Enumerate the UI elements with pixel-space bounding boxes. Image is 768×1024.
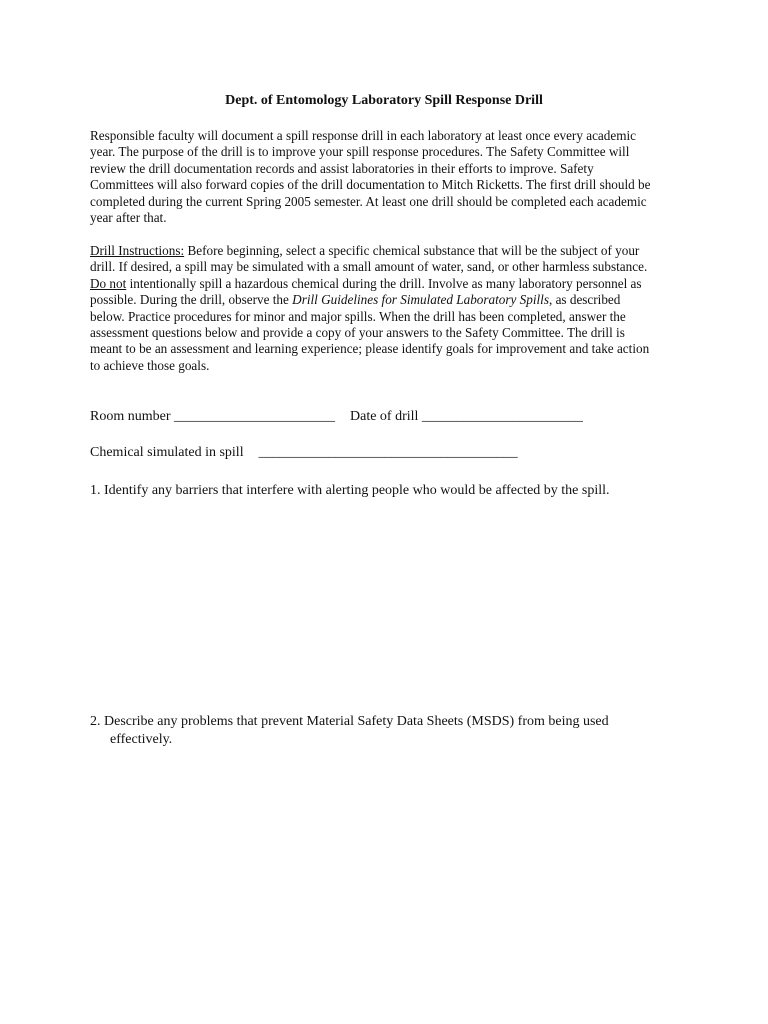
instructions-text: intentionally spill a hazardous chemical during the drill. Involve as many laboratory personnel as xyxy=(126,275,642,291)
drill-instructions-paragraph xyxy=(90,243,690,374)
room-number-blank[interactable]: _______________________ xyxy=(174,409,335,424)
intro-line: Responsible faculty will document a spill response drill in each laboratory at least once every academic xyxy=(90,128,636,143)
guidelines-title-italic: Drill Guidelines for Simulated Laboratory Spills xyxy=(292,292,549,308)
chemical-blank[interactable]: _____________________________________ xyxy=(258,445,518,460)
intro-line: Committees will also forward copies of the drill documentation to Mitch Ricketts. The first drill should be xyxy=(90,177,651,193)
question-2 xyxy=(90,713,609,750)
instructions-line: below. Practice procedures for minor and major spills. When the drill has been completed, answer the xyxy=(90,308,626,324)
instructions-line: to achieve those goals. xyxy=(90,357,210,373)
chemical-row xyxy=(90,445,518,461)
question-2-line: 2. Describe any problems that prevent Material Safety Data Sheets (MSDS) from being used xyxy=(90,714,609,729)
date-of-drill-label: Date of drill xyxy=(350,409,419,424)
instructions-line: meant to be an assessment and learning experience; please identify goals for improvement and take action xyxy=(90,341,650,357)
room-number-label: Room number xyxy=(90,409,171,424)
instructions-line xyxy=(90,243,690,259)
document-title: Dept. of Entomology Laboratory Spill Response Drill xyxy=(225,93,543,108)
instructions-text: possible. During the drill, observe the xyxy=(90,292,293,308)
question-1: 1. Identify any barriers that interfere with alerting people who would be affected by the spill. xyxy=(90,483,610,498)
intro-line: review the drill documentation records and assist laboratories in their efforts to improve. Safety xyxy=(90,160,594,176)
do-not-emphasis: Do not xyxy=(90,275,127,291)
intro-line: year. The purpose of the drill is to improve your spill response procedures. The Safety Committee will xyxy=(90,144,630,160)
room-date-row xyxy=(90,409,583,425)
instructions-line: drill. If desired, a spill may be simulated with a small amount of water, sand, or other harmless substance. xyxy=(90,259,648,275)
instructions-heading: Drill Instructions: xyxy=(90,243,185,258)
instructions-line xyxy=(90,292,690,308)
intro-line: year after that. xyxy=(90,210,167,226)
instructions-line: assessment questions below and provide a copy of your answers to the Safety Committee. The drill is xyxy=(90,325,625,341)
instructions-text: Before beginning, select a specific chemical substance that will be the subject of your xyxy=(184,243,640,258)
instructions-text: , as described xyxy=(548,292,621,308)
intro-line: completed during the current Spring 2005 semester. At least one drill should be completed each academic xyxy=(90,193,647,209)
instructions-line xyxy=(90,276,690,292)
intro-paragraph xyxy=(90,128,690,226)
chemical-label: Chemical simulated in spill xyxy=(90,445,244,460)
date-of-drill-blank[interactable]: _______________________ xyxy=(421,409,583,424)
question-2-continuation: effectively. xyxy=(110,732,173,748)
